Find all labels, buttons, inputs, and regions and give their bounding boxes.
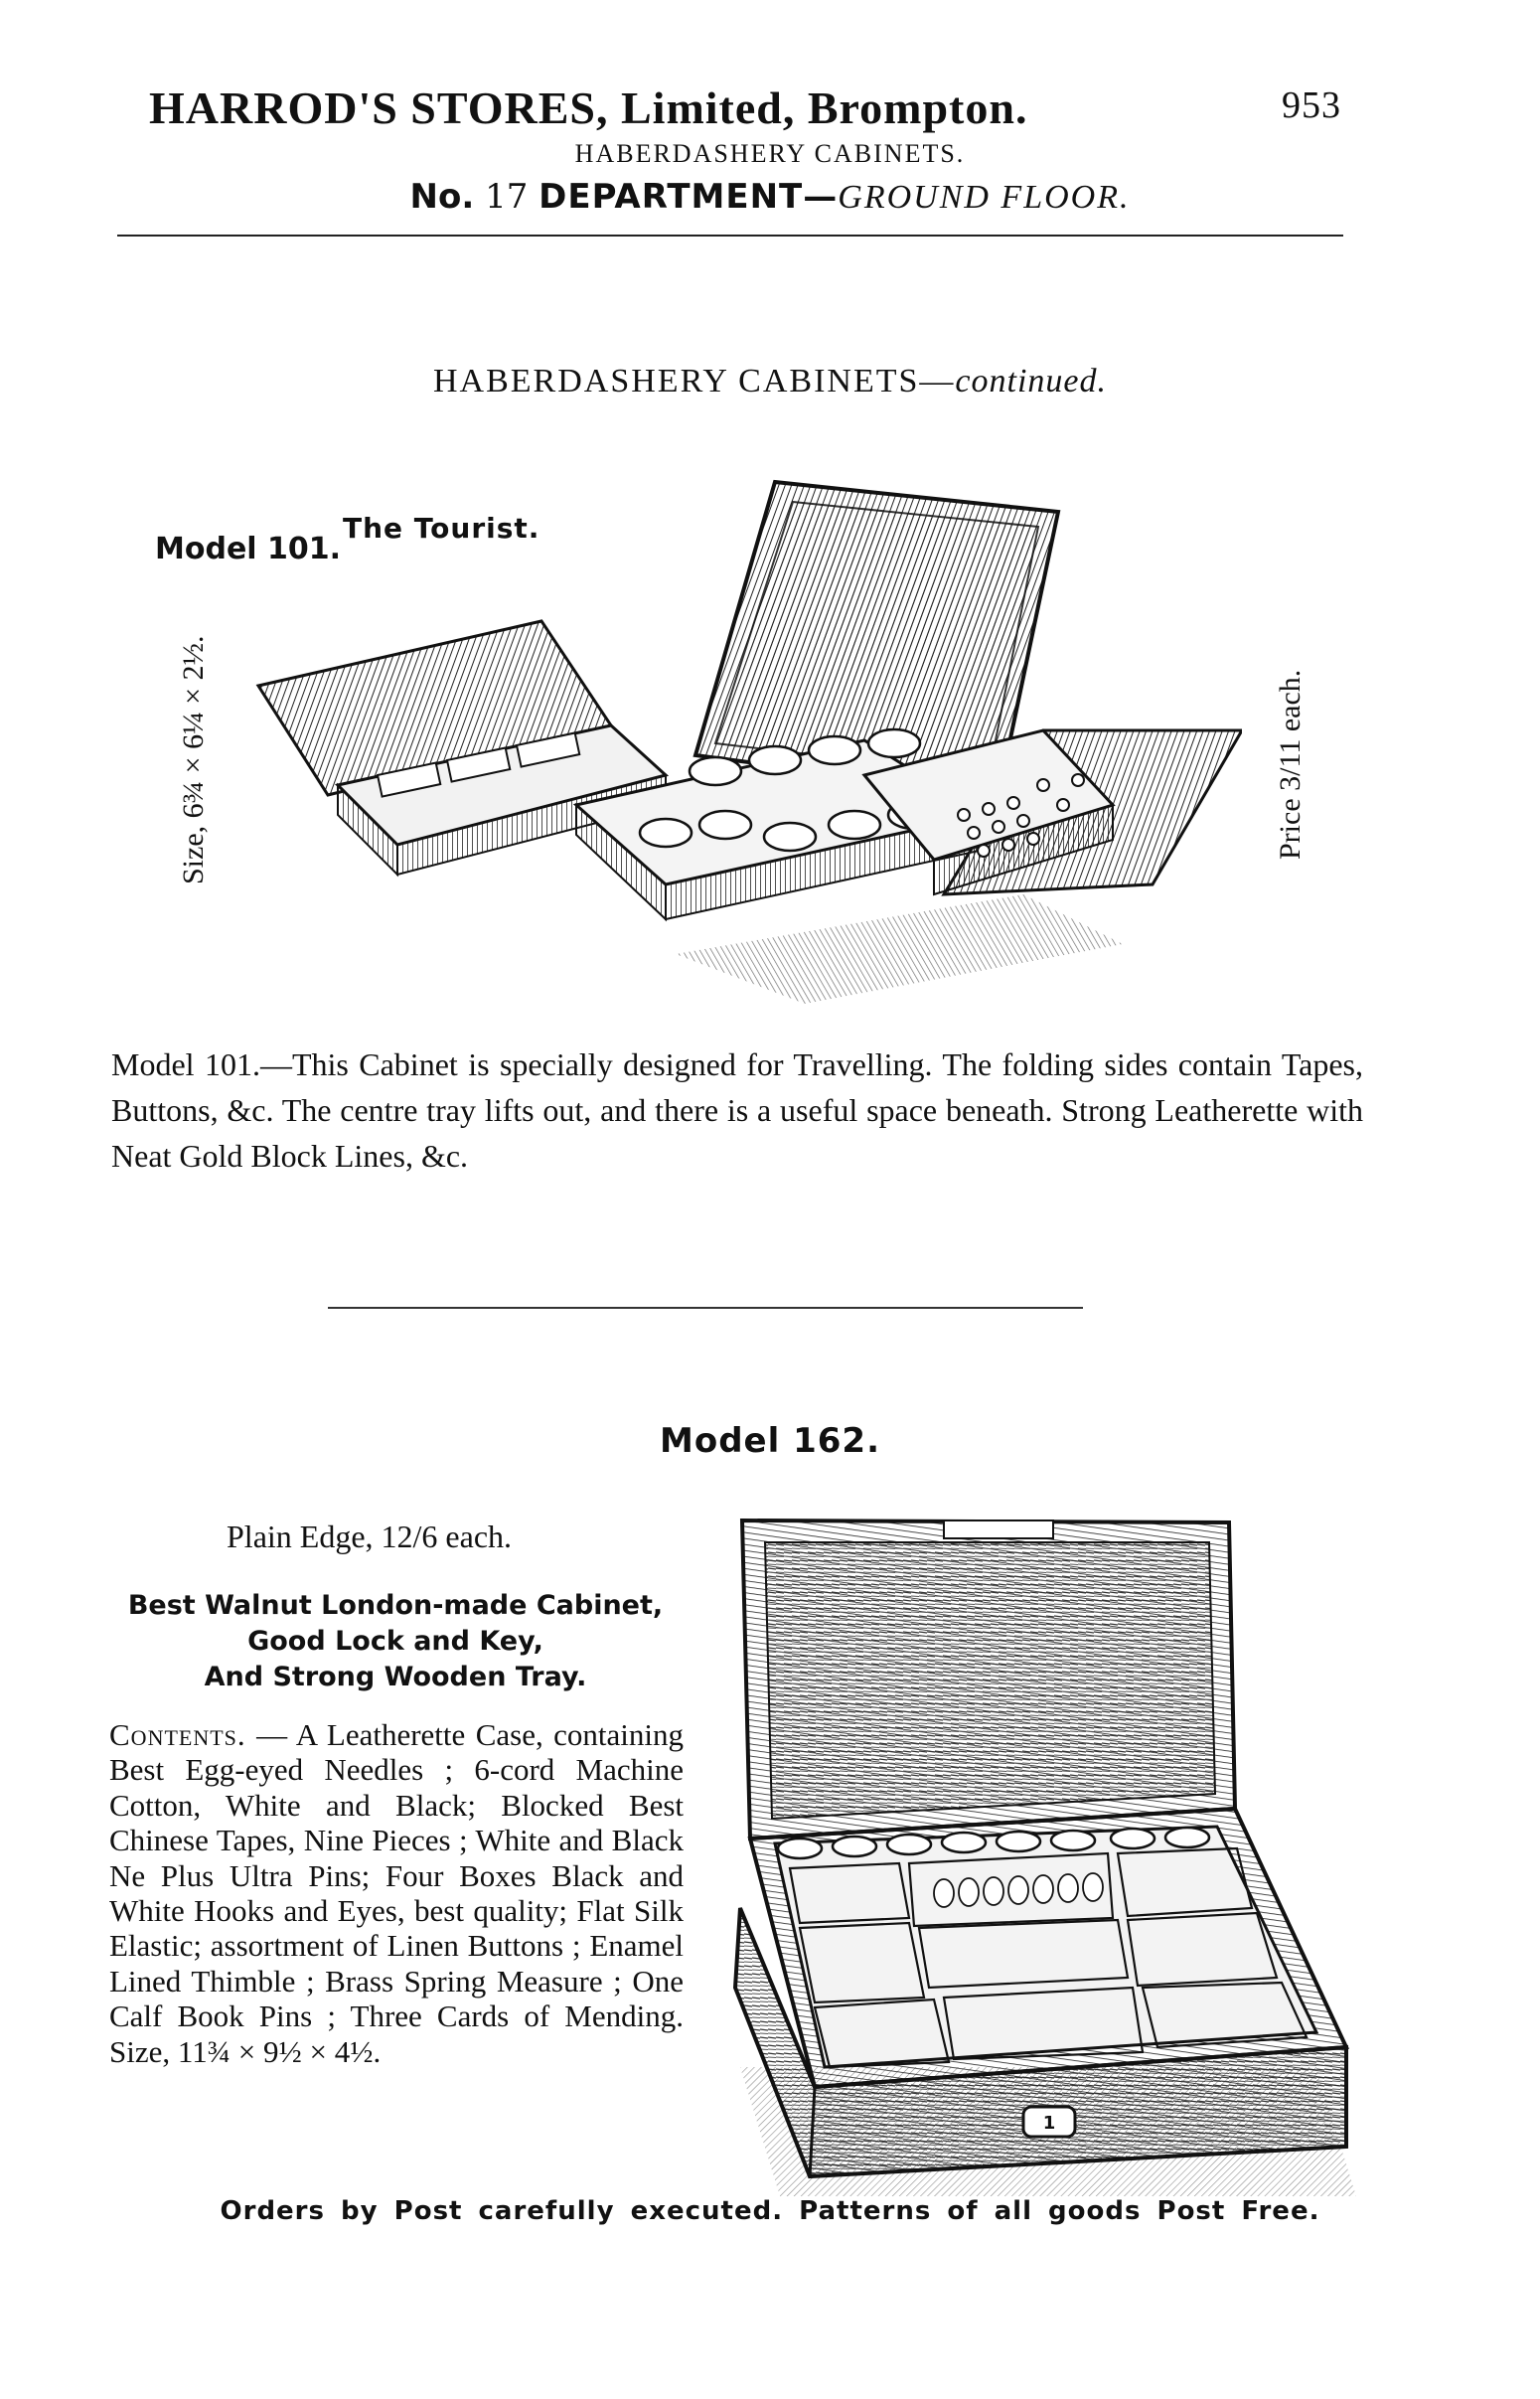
- page-number: 953: [1282, 84, 1341, 126]
- walnut-cabinet-illustration: [720, 1511, 1356, 2196]
- feature-line-1: Best Walnut London-made Cabinet,: [127, 1590, 664, 1621]
- contents-label: Contents.: [109, 1717, 246, 1752]
- section-divider: [328, 1307, 1083, 1309]
- section-title-text: HABERDASHERY CABINETS—: [433, 363, 956, 400]
- model-162-contents: [109, 1717, 684, 2069]
- footer-note: Orders by Post carefully executed. Patterns of all goods Post Free.: [220, 2196, 1320, 2226]
- lock-number: 1: [1042, 2113, 1056, 2134]
- model-101-price: Price 3/11 each.: [1274, 669, 1307, 860]
- model-101-name: The Tourist.: [343, 512, 540, 545]
- section-continued: continued.: [955, 363, 1107, 400]
- floor-label: GROUND FLOOR.: [838, 179, 1131, 216]
- dept-no-label: No.: [409, 177, 475, 217]
- feature-line-2: Good Lock and Key,: [247, 1626, 543, 1657]
- model-162-title: Model 162.: [660, 1421, 880, 1461]
- feature-line-3: And Strong Wooden Tray.: [204, 1662, 587, 1692]
- model-162-price: Plain Edge, 12/6 each.: [227, 1519, 513, 1554]
- model-101-label: Model 101.: [155, 532, 342, 566]
- header-rule: [117, 235, 1343, 237]
- section-title: [0, 363, 1540, 400]
- page-subtitle: HABERDASHERY CABINETS.: [574, 139, 966, 168]
- contents-text: — A Leatherette Case, containing Best Egg-eyed Needles ; 6-cord Machine Cotton, White and Black; Blocked Best Chinese Tapes, Nine Pieces ; White and Black Ne Plus Ultra Pins; Four Boxes Black and White Hooks and Eyes, best quality; Flat Silk Elastic; assortment of Linen Buttons ; Enamel Lined Thimble ; Brass Spring Measure ; One Calf Book Pins ; Three Cards of Mending. Size, 11¾ × 9½ × 4½.: [109, 1717, 684, 2069]
- model-101-description: Model 101.—This Cabinet is specially designed for Travelling. The folding sides contain Tapes, Buttons, &c. The centre tray lifts out, and there is a useful space beneath. Strong Leatherette with Neat Gold Block Lines, &c.: [111, 1046, 1363, 1174]
- model-162-features: [107, 1588, 684, 1695]
- department-line: [0, 177, 1540, 217]
- store-name: HARROD'S STORES, Limited, Brompton.: [149, 82, 1028, 133]
- model-101-size: Size, 6¾ × 6¼ × 2½.: [177, 635, 210, 884]
- tourist-cabinet-illustration: [248, 477, 1242, 1004]
- dept-number: 17: [485, 177, 529, 217]
- dept-label: DEPARTMENT—: [539, 177, 839, 217]
- store-heading: [149, 81, 1341, 134]
